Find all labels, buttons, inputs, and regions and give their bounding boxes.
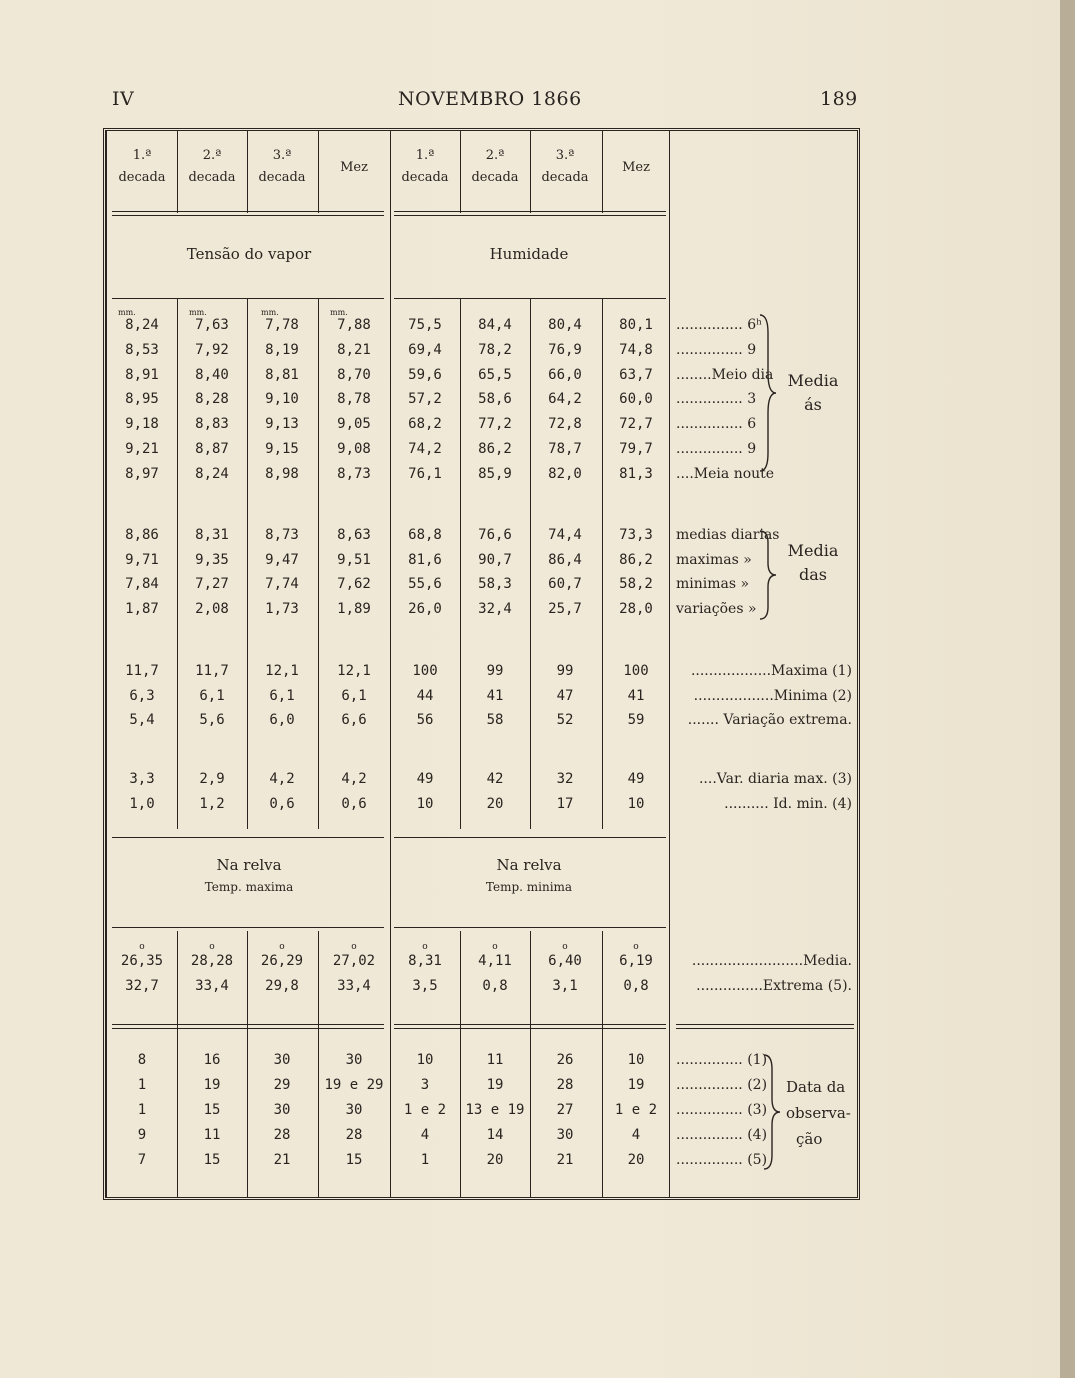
degree-mark: o	[351, 942, 357, 952]
table-cell: 1,2	[199, 796, 225, 812]
table-cell: 41	[627, 688, 645, 704]
table-cell: 86,2	[619, 552, 653, 568]
table-cell: 26,0	[408, 601, 442, 617]
table-cell: 8,78	[337, 391, 371, 407]
col-divider	[318, 931, 319, 1197]
table-cell: 20	[486, 1152, 504, 1168]
table-cell: 68,2	[408, 416, 442, 432]
table-cell: 41	[486, 688, 504, 704]
table-cell: 7,78	[265, 317, 299, 333]
table-cell: 0,6	[269, 796, 295, 812]
table-cell: 14	[486, 1127, 504, 1143]
degree-mark: o	[422, 942, 428, 952]
row-label: ............... (2)	[676, 1077, 768, 1093]
table-cell: 26,29	[260, 953, 304, 969]
table-cell: 100	[623, 663, 649, 679]
table-cell: 6,19	[619, 953, 653, 969]
col-header: 1.ª decada	[401, 148, 449, 185]
table-cell: 9,71	[125, 552, 159, 568]
table-cell: 60,0	[619, 391, 653, 407]
section-rule	[112, 298, 384, 299]
table-cell: 17	[556, 796, 574, 812]
table-cell: 12,1	[265, 663, 299, 679]
row-label: ............... 6	[676, 416, 757, 432]
table-cell: 7,27	[195, 576, 229, 592]
table-cell: 28,0	[619, 601, 653, 617]
brace-icon	[762, 1053, 782, 1171]
table-cell: 19	[203, 1077, 221, 1093]
row-label: .........................Media.	[691, 953, 852, 969]
table-cell: 99	[486, 663, 504, 679]
degree-mark: o	[492, 942, 498, 952]
table-cell: 58	[486, 712, 504, 728]
table-cell: 20	[627, 1152, 645, 1168]
table-cell: 4,2	[269, 771, 295, 787]
table-cell: 6,6	[341, 712, 367, 728]
row-label: ..................Minima (2)	[693, 688, 852, 704]
table-cell: 49	[416, 771, 434, 787]
table-cell: 5,6	[199, 712, 225, 728]
table-cell: 9,15	[265, 441, 299, 457]
col-divider	[177, 931, 178, 1197]
table-cell: 65,5	[478, 367, 512, 383]
table-cell: 33,4	[337, 978, 371, 994]
table-cell: 10	[416, 796, 434, 812]
table-cell: 77,2	[478, 416, 512, 432]
table-cell: 8,97	[125, 466, 159, 482]
table-cell: 8,73	[337, 466, 371, 482]
brace-text-1: Media ás	[786, 317, 848, 413]
table-cell: 28	[273, 1127, 291, 1143]
table-cell: 19	[486, 1077, 504, 1093]
table-cell: 6,1	[269, 688, 295, 704]
label-divider	[669, 131, 670, 1197]
table-cell: 81,6	[408, 552, 442, 568]
table-cell: 9,35	[195, 552, 229, 568]
table-cell: 32,7	[125, 978, 159, 994]
table-cell: 1	[137, 1102, 147, 1118]
table-cell: 8,24	[195, 466, 229, 482]
table-cell: 60,7	[548, 576, 582, 592]
table-cell: 10	[627, 1052, 645, 1068]
table-cell: 30	[273, 1102, 291, 1118]
col-divider	[247, 931, 248, 1197]
table-cell: 7,74	[265, 576, 299, 592]
col-header: Mez	[340, 160, 368, 175]
degree-mark: o	[562, 942, 568, 952]
table-cell: 27,02	[332, 953, 376, 969]
table-cell: 16	[203, 1052, 221, 1068]
table-cell: 8,73	[265, 527, 299, 543]
table-cell: 9,10	[265, 391, 299, 407]
table-cell: 74,2	[408, 441, 442, 457]
table-cell: 32,4	[478, 601, 512, 617]
table-cell: 15	[203, 1152, 221, 1168]
row-label: ....Var. diaria max. (3)	[698, 771, 852, 787]
table-cell: 8,53	[125, 342, 159, 358]
table-cell: 76,9	[548, 342, 582, 358]
col-header: 1.ª decada	[118, 148, 166, 185]
row-label: .......... Id. min. (4)	[724, 796, 852, 812]
section-rule	[112, 927, 384, 928]
table-cell: 29	[273, 1077, 291, 1093]
table-cell: 8,31	[408, 953, 442, 969]
table-cell: 1	[137, 1077, 147, 1093]
table-cell: 15	[345, 1152, 363, 1168]
table-cell: 11	[486, 1052, 504, 1068]
table-cell: 7,88	[337, 317, 371, 333]
col-divider	[460, 931, 461, 1197]
table-cell: 86,4	[548, 552, 582, 568]
table-cell: 26,35	[120, 953, 164, 969]
table-cell: 30	[345, 1052, 363, 1068]
section-title-relva-max: Na relva Temp. maxima	[204, 856, 294, 894]
row-label: maximas »	[676, 552, 752, 568]
table-cell: 56	[416, 712, 434, 728]
table-cell: 63,7	[619, 367, 653, 383]
table-cell: 9,13	[265, 416, 299, 432]
inner-left-line	[106, 131, 107, 1197]
table-cell: 9,51	[337, 552, 371, 568]
table-cell: 82,0	[548, 466, 582, 482]
table-cell: 1 e 2	[403, 1102, 447, 1118]
table-cell: 58,2	[619, 576, 653, 592]
table-cell: 25,7	[548, 601, 582, 617]
row-label: ..................Maxima (1)	[690, 663, 852, 679]
table-cell: 58,6	[478, 391, 512, 407]
table-cell: 59	[627, 712, 645, 728]
table-cell: 9,08	[337, 441, 371, 457]
table-cell: 76,6	[478, 527, 512, 543]
table-cell: 78,2	[478, 342, 512, 358]
section-rule	[394, 1024, 666, 1029]
table-cell: 11,7	[195, 663, 229, 679]
row-label: ....... Variação extrema.	[687, 712, 852, 728]
row-label: ............... (5)	[676, 1152, 768, 1168]
table-cell: 8,19	[265, 342, 299, 358]
table-cell: 28	[556, 1077, 574, 1093]
section-rule	[676, 1024, 854, 1029]
table-cell: 74,8	[619, 342, 653, 358]
table-cell: 8,87	[195, 441, 229, 457]
table-cell: 100	[412, 663, 438, 679]
table-cell: 86,2	[478, 441, 512, 457]
row-label: minimas »	[676, 576, 750, 592]
table-cell: 8,63	[337, 527, 371, 543]
table-cell: 30	[556, 1127, 574, 1143]
row-label: ...............Extrema (5).	[696, 978, 852, 994]
table-cell: 68,8	[408, 527, 442, 543]
table-cell: 9,47	[265, 552, 299, 568]
table-cell: 29,8	[265, 978, 299, 994]
table-cell: 11	[203, 1127, 221, 1143]
table-cell: 75,5	[408, 317, 442, 333]
col-divider	[530, 131, 531, 213]
table-cell: 6,3	[129, 688, 155, 704]
table-cell: 8,83	[195, 416, 229, 432]
col-divider	[602, 931, 603, 1197]
table-cell: 0,8	[482, 978, 508, 994]
table-cell: 10	[416, 1052, 434, 1068]
col-divider	[460, 131, 461, 213]
table-cell: 6,1	[199, 688, 225, 704]
col-divider	[530, 931, 531, 1197]
col-header: 2.ª decada	[471, 148, 519, 185]
table-cell: 20	[486, 796, 504, 812]
table-cell: 80,4	[548, 317, 582, 333]
table-cell: 52	[556, 712, 574, 728]
table-cell: 7,62	[337, 576, 371, 592]
row-label: medias diarias	[676, 527, 780, 543]
col-divider	[530, 299, 531, 829]
col-divider	[318, 299, 319, 829]
col-divider	[177, 131, 178, 213]
table-cell: 8,28	[195, 391, 229, 407]
table-cell: 1,89	[337, 601, 371, 617]
section-rule	[112, 1024, 384, 1029]
col-divider	[460, 299, 461, 829]
table-cell: 78,7	[548, 441, 582, 457]
table-cell: 2,08	[195, 601, 229, 617]
table-cell: 7	[137, 1152, 147, 1168]
section-rule	[394, 298, 666, 299]
header-rule	[394, 211, 666, 216]
unit-label: mm.	[118, 308, 136, 317]
table-cell: 30	[273, 1052, 291, 1068]
table-cell: 9,18	[125, 416, 159, 432]
table-cell: 9,05	[337, 416, 371, 432]
table-cell: 69,4	[408, 342, 442, 358]
degree-mark: o	[279, 942, 285, 952]
brace-icon	[758, 313, 778, 473]
degree-mark: o	[209, 942, 215, 952]
table-cell: 90,7	[478, 552, 512, 568]
table-cell: 2,9	[199, 771, 225, 787]
degree-mark: o	[139, 942, 145, 952]
table-cell: 4	[631, 1127, 641, 1143]
row-label: ............... 6ʰ	[676, 317, 763, 333]
unit-label: mm.	[261, 308, 279, 317]
table-cell: 9	[137, 1127, 147, 1143]
table-cell: 15	[203, 1102, 221, 1118]
section-title-relva-min: Na relva Temp. minima	[485, 856, 573, 894]
table-cell: 30	[345, 1102, 363, 1118]
table-cell: 1,73	[265, 601, 299, 617]
table-cell: 99	[556, 663, 574, 679]
table-cell: 57,2	[408, 391, 442, 407]
page-edge	[1060, 0, 1075, 1378]
row-label: ....Meia noute	[676, 466, 775, 482]
table-cell: 3,1	[552, 978, 578, 994]
table-cell: 8,81	[265, 367, 299, 383]
table-cell: 64,2	[548, 391, 582, 407]
header-rule	[112, 211, 384, 216]
table-cell: 1 e 2	[614, 1102, 658, 1118]
table-cell: 21	[273, 1152, 291, 1168]
section-rule	[112, 837, 384, 838]
table-cell: 6,40	[548, 953, 582, 969]
table-cell: 80,1	[619, 317, 653, 333]
table-cell: 13 e 19	[465, 1102, 525, 1118]
row-label: ............... 9	[676, 441, 757, 457]
table-cell: 8,21	[337, 342, 371, 358]
table-cell: 8	[137, 1052, 147, 1068]
table-cell: 73,3	[619, 527, 653, 543]
page-number: 189	[820, 88, 858, 110]
table-cell: 8,95	[125, 391, 159, 407]
table-cell: 0,8	[623, 978, 649, 994]
col-divider	[247, 299, 248, 829]
section-number: IV	[112, 88, 135, 110]
table-cell: 33,4	[195, 978, 229, 994]
table-cell: 44	[416, 688, 434, 704]
section-title-humidade: Humidade	[489, 245, 569, 263]
table-cell: 1,87	[125, 601, 159, 617]
table-cell: 6,1	[341, 688, 367, 704]
table-cell: 1,0	[129, 796, 155, 812]
table-cell: 3	[420, 1077, 430, 1093]
table-cell: 55,6	[408, 576, 442, 592]
table-cell: 8,98	[265, 466, 299, 482]
table-cell: 3,3	[129, 771, 155, 787]
table-cell: 74,4	[548, 527, 582, 543]
col-header: 2.ª decada	[188, 148, 236, 185]
table-cell: 4,2	[341, 771, 367, 787]
table-cell: 4,11	[478, 953, 512, 969]
col-divider	[177, 299, 178, 829]
table-cell: 26	[556, 1052, 574, 1068]
unit-label: mm.	[330, 308, 348, 317]
row-label: ........Meio dia	[676, 367, 774, 383]
table-cell: 11,7	[125, 663, 159, 679]
table-cell: 8,91	[125, 367, 159, 383]
table-cell: 19 e 29	[324, 1077, 384, 1093]
table-cell: 28,28	[190, 953, 234, 969]
row-label: ............... (1)	[676, 1052, 768, 1068]
table-cell: 79,7	[619, 441, 653, 457]
table-cell: 8,40	[195, 367, 229, 383]
table-cell: 1	[420, 1152, 430, 1168]
col-divider	[390, 131, 391, 1197]
brace-icon	[758, 529, 778, 621]
table-cell: 72,7	[619, 416, 653, 432]
table-cell: 9,21	[125, 441, 159, 457]
table-cell: 81,3	[619, 466, 653, 482]
table-cell: 6,0	[269, 712, 295, 728]
table-cell: 7,84	[125, 576, 159, 592]
table-cell: 58,3	[478, 576, 512, 592]
table-cell: 7,63	[195, 317, 229, 333]
page-title: NOVEMBRO 1866	[398, 88, 582, 110]
row-label: variações »	[676, 601, 757, 617]
row-label: ............... (4)	[676, 1127, 768, 1143]
table-cell: 66,0	[548, 367, 582, 383]
table-cell: 42	[486, 771, 504, 787]
brace-text-3: Data da observa- ção	[786, 1079, 866, 1147]
col-header: 3.ª decada	[258, 148, 306, 185]
section-rule	[394, 837, 666, 838]
table-cell: 47	[556, 688, 574, 704]
table-cell: 8,86	[125, 527, 159, 543]
table-cell: 10	[627, 796, 645, 812]
row-label: ............... 9	[676, 342, 757, 358]
unit-label: mm.	[189, 308, 207, 317]
table-cell: 49	[627, 771, 645, 787]
data-table	[103, 128, 860, 1200]
table-cell: 59,6	[408, 367, 442, 383]
section-rule	[394, 927, 666, 928]
section-title-tensao: Tensão do vapor	[186, 245, 312, 263]
table-cell: 84,4	[478, 317, 512, 333]
table-cell: 72,8	[548, 416, 582, 432]
table-cell: 27	[556, 1102, 574, 1118]
table-cell: 19	[627, 1077, 645, 1093]
row-label: ............... (3)	[676, 1102, 768, 1118]
brace-text-2: Media das	[786, 543, 848, 583]
col-divider	[318, 131, 319, 213]
table-cell: 8,24	[125, 317, 159, 333]
table-cell: 4	[420, 1127, 430, 1143]
table-cell: 32	[556, 771, 574, 787]
table-cell: 5,4	[129, 712, 155, 728]
table-cell: 21	[556, 1152, 574, 1168]
table-cell: 0,6	[341, 796, 367, 812]
table-cell: 12,1	[337, 663, 371, 679]
table-cell: 7,92	[195, 342, 229, 358]
col-divider	[602, 131, 603, 213]
col-divider	[602, 299, 603, 829]
table-cell: 8,70	[337, 367, 371, 383]
col-divider	[247, 131, 248, 213]
table-cell: 85,9	[478, 466, 512, 482]
col-header: 3.ª decada	[541, 148, 589, 185]
degree-mark: o	[633, 942, 639, 952]
table-cell: 8,31	[195, 527, 229, 543]
table-cell: 76,1	[408, 466, 442, 482]
table-cell: 28	[345, 1127, 363, 1143]
table-cell: 3,5	[412, 978, 438, 994]
col-header: Mez	[622, 160, 650, 175]
row-label: ............... 3	[676, 391, 757, 407]
